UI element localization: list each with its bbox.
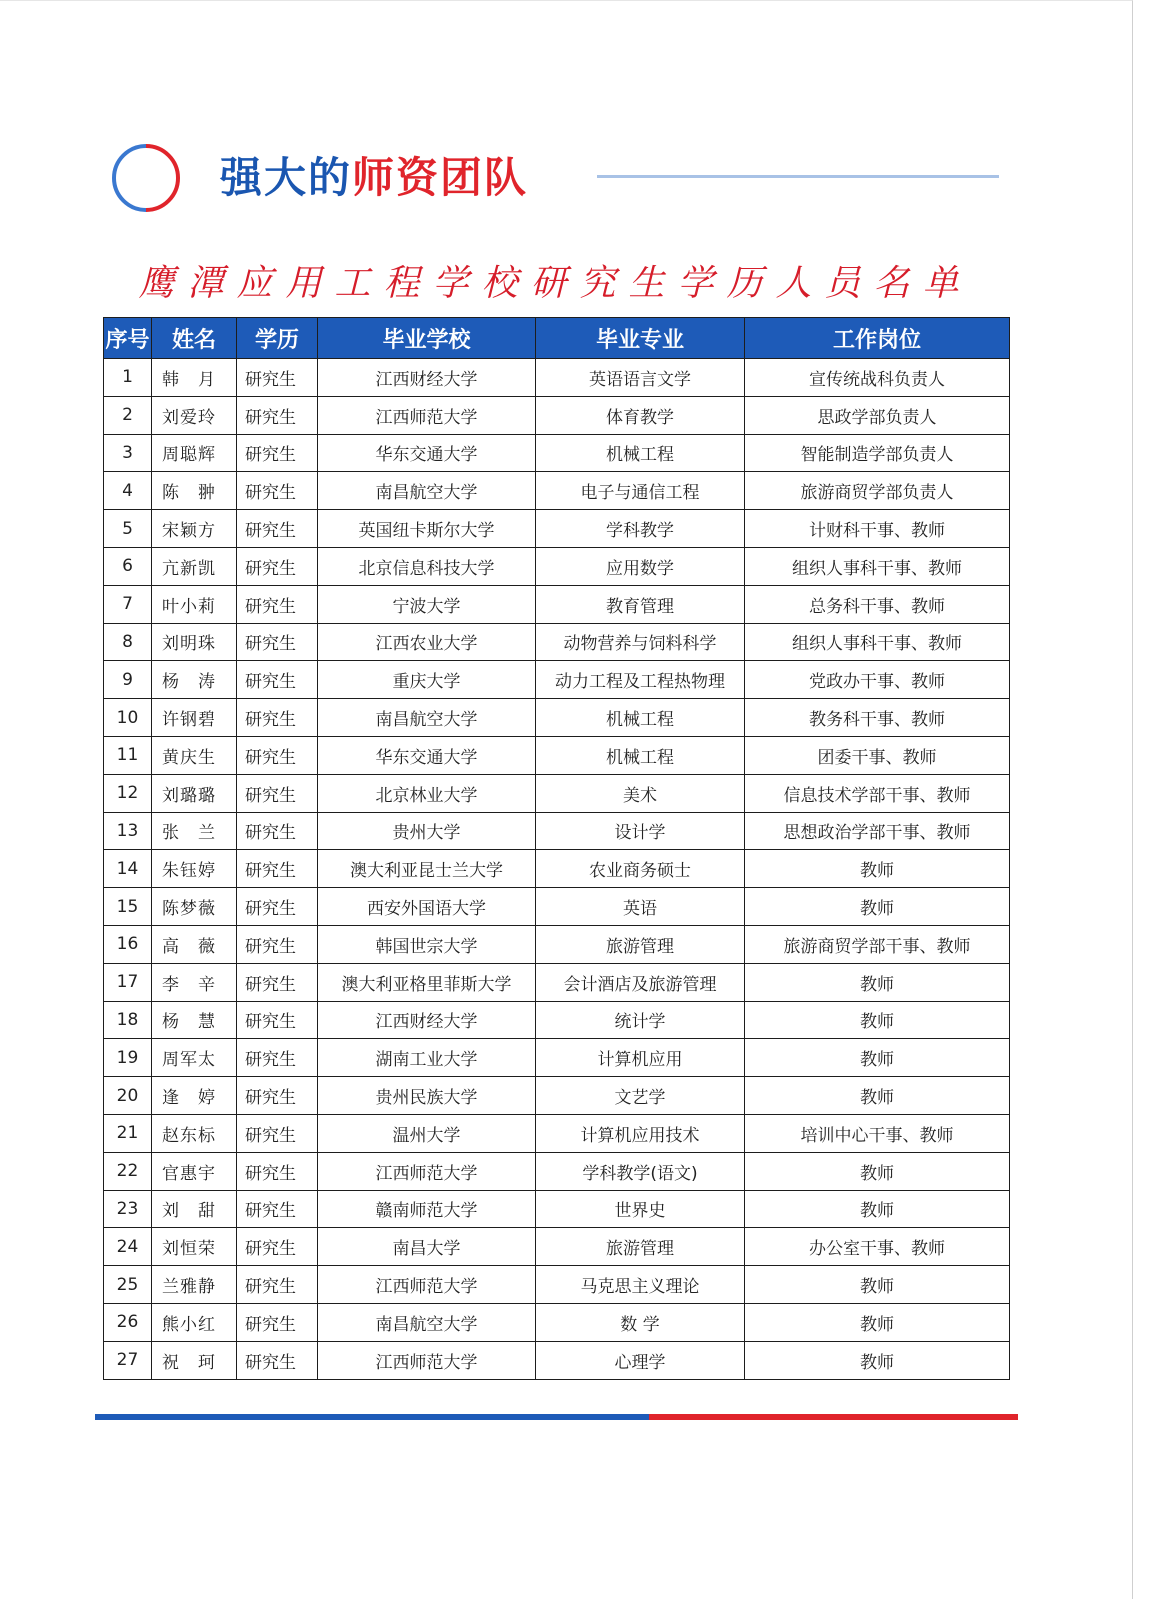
cell-name: 朱钰婷 — [152, 850, 237, 888]
cell-index: 2 — [104, 396, 152, 434]
cell-position: 教师 — [745, 963, 1010, 1001]
cell-index: 7 — [104, 585, 152, 623]
cell-major: 马克思主义理论 — [536, 1266, 745, 1304]
cell-index: 6 — [104, 547, 152, 585]
cell-name: 韩 月 — [152, 359, 237, 397]
cell-position: 教师 — [745, 850, 1010, 888]
cell-school: 江西财经大学 — [318, 1001, 536, 1039]
cell-position: 思想政治学部干事、教师 — [745, 812, 1010, 850]
column-header-name: 姓名 — [152, 318, 237, 359]
cell-degree: 研究生 — [237, 812, 318, 850]
cell-name: 陈梦薇 — [152, 888, 237, 926]
cell-major: 动物营养与饲料科学 — [536, 623, 745, 661]
cell-position: 总务科干事、教师 — [745, 585, 1010, 623]
cell-position: 计财科干事、教师 — [745, 510, 1010, 548]
cell-major: 英语语言文学 — [536, 359, 745, 397]
cell-degree: 研究生 — [237, 736, 318, 774]
cell-position: 办公室干事、教师 — [745, 1228, 1010, 1266]
cell-school: 南昌航空大学 — [318, 1303, 536, 1341]
table-row — [104, 547, 1010, 585]
cell-index: 22 — [104, 1152, 152, 1190]
cell-major: 电子与通信工程 — [536, 472, 745, 510]
cell-position: 教师 — [745, 1190, 1010, 1228]
cell-position: 旅游商贸学部干事、教师 — [745, 925, 1010, 963]
cell-major: 旅游管理 — [536, 1228, 745, 1266]
cell-name: 刘璐璐 — [152, 774, 237, 812]
cell-index: 17 — [104, 963, 152, 1001]
table-row — [104, 774, 1010, 812]
cell-position: 教师 — [745, 1152, 1010, 1190]
cell-position: 信息技术学部干事、教师 — [745, 774, 1010, 812]
cell-position: 思政学部负责人 — [745, 396, 1010, 434]
cell-major: 旅游管理 — [536, 925, 745, 963]
cell-school: 北京信息科技大学 — [318, 547, 536, 585]
table-row — [104, 850, 1010, 888]
table-row — [104, 925, 1010, 963]
cell-degree: 研究生 — [237, 774, 318, 812]
column-header-school: 毕业学校 — [318, 318, 536, 359]
table-row — [104, 1152, 1010, 1190]
section-heading-blue: 强大的 — [220, 153, 353, 202]
cell-name: 逢 婷 — [152, 1077, 237, 1115]
cell-index: 5 — [104, 510, 152, 548]
cell-school: 江西师范大学 — [318, 1266, 536, 1304]
cell-name: 高 薇 — [152, 925, 237, 963]
cell-degree: 研究生 — [237, 585, 318, 623]
cell-index: 14 — [104, 850, 152, 888]
cell-position: 教师 — [745, 1303, 1010, 1341]
cell-major: 应用数学 — [536, 547, 745, 585]
cell-degree: 研究生 — [237, 510, 318, 548]
cell-position: 教师 — [745, 888, 1010, 926]
cell-position: 教师 — [745, 1039, 1010, 1077]
cell-position: 教务科干事、教师 — [745, 699, 1010, 737]
cell-degree: 研究生 — [237, 434, 318, 472]
cell-name: 张 兰 — [152, 812, 237, 850]
heading-divider — [597, 175, 999, 178]
section-heading — [220, 148, 528, 208]
cell-degree: 研究生 — [237, 1001, 318, 1039]
cell-degree: 研究生 — [237, 963, 318, 1001]
cell-degree: 研究生 — [237, 850, 318, 888]
cell-degree: 研究生 — [237, 888, 318, 926]
cell-name: 杨 慧 — [152, 1001, 237, 1039]
staff-table — [103, 317, 1010, 1380]
cell-school: 宁波大学 — [318, 585, 536, 623]
cell-position: 培训中心干事、教师 — [745, 1114, 1010, 1152]
cell-name: 祝 珂 — [152, 1341, 237, 1379]
cell-degree: 研究生 — [237, 699, 318, 737]
cell-school: 赣南师范大学 — [318, 1190, 536, 1228]
cell-name: 许钢碧 — [152, 699, 237, 737]
cell-major: 动力工程及工程热物理 — [536, 661, 745, 699]
cell-school: 英国纽卡斯尔大学 — [318, 510, 536, 548]
cell-major: 数 学 — [536, 1303, 745, 1341]
cell-degree: 研究生 — [237, 623, 318, 661]
cell-name: 杨 涛 — [152, 661, 237, 699]
cell-name: 陈 翀 — [152, 472, 237, 510]
document-subtitle: 鹰潭应用工程学校研究生学历人员名单 — [138, 263, 972, 304]
cell-index: 21 — [104, 1114, 152, 1152]
cell-major: 美术 — [536, 774, 745, 812]
cell-name: 刘 甜 — [152, 1190, 237, 1228]
cell-index: 3 — [104, 434, 152, 472]
footer-bar — [95, 1414, 1018, 1420]
cell-degree: 研究生 — [237, 396, 318, 434]
table-header-row — [104, 318, 1010, 359]
table-row — [104, 888, 1010, 926]
cell-position: 教师 — [745, 1001, 1010, 1039]
column-header-degree: 学历 — [237, 318, 318, 359]
cell-index: 11 — [104, 736, 152, 774]
cell-major: 计算机应用技术 — [536, 1114, 745, 1152]
column-header-major: 毕业专业 — [536, 318, 745, 359]
cell-degree: 研究生 — [237, 1039, 318, 1077]
cell-school: 贵州大学 — [318, 812, 536, 850]
cell-major: 文艺学 — [536, 1077, 745, 1115]
cell-major: 计算机应用 — [536, 1039, 745, 1077]
cell-index: 25 — [104, 1266, 152, 1304]
table-row — [104, 1341, 1010, 1379]
cell-index: 19 — [104, 1039, 152, 1077]
cell-school: 南昌航空大学 — [318, 699, 536, 737]
cell-degree: 研究生 — [237, 1266, 318, 1304]
cell-index: 1 — [104, 359, 152, 397]
cell-index: 4 — [104, 472, 152, 510]
cell-degree: 研究生 — [237, 1341, 318, 1379]
cell-name: 叶小莉 — [152, 585, 237, 623]
cell-degree: 研究生 — [237, 359, 318, 397]
cell-school: 江西师范大学 — [318, 396, 536, 434]
cell-school: 南昌航空大学 — [318, 472, 536, 510]
cell-index: 9 — [104, 661, 152, 699]
cell-school: 江西财经大学 — [318, 359, 536, 397]
table-row — [104, 1190, 1010, 1228]
cell-degree: 研究生 — [237, 661, 318, 699]
table-row — [104, 359, 1010, 397]
table-row — [104, 1303, 1010, 1341]
table-row — [104, 510, 1010, 548]
cell-major: 机械工程 — [536, 736, 745, 774]
cell-name: 刘恒荣 — [152, 1228, 237, 1266]
cell-position: 组织人事科干事、教师 — [745, 547, 1010, 585]
cell-major: 学科教学(语文) — [536, 1152, 745, 1190]
cell-name: 赵东标 — [152, 1114, 237, 1152]
cell-school: 贵州民族大学 — [318, 1077, 536, 1115]
cell-index: 10 — [104, 699, 152, 737]
cell-index: 16 — [104, 925, 152, 963]
cell-name: 李 辛 — [152, 963, 237, 1001]
cell-school: 湖南工业大学 — [318, 1039, 536, 1077]
cell-major: 体育教学 — [536, 396, 745, 434]
cell-position: 组织人事科干事、教师 — [745, 623, 1010, 661]
cell-school: 西安外国语大学 — [318, 888, 536, 926]
cell-school: 澳大利亚格里菲斯大学 — [318, 963, 536, 1001]
cell-name: 刘爱玲 — [152, 396, 237, 434]
table-row — [104, 1228, 1010, 1266]
table-row — [104, 623, 1010, 661]
cell-school: 重庆大学 — [318, 661, 536, 699]
cell-major: 机械工程 — [536, 699, 745, 737]
cell-index: 24 — [104, 1228, 152, 1266]
table-row — [104, 396, 1010, 434]
table-row — [104, 661, 1010, 699]
cell-major: 教育管理 — [536, 585, 745, 623]
cell-major: 机械工程 — [536, 434, 745, 472]
table-body — [104, 359, 1010, 1380]
cell-index: 13 — [104, 812, 152, 850]
cell-name: 周军太 — [152, 1039, 237, 1077]
cell-degree: 研究生 — [237, 1077, 318, 1115]
cell-position: 宣传统战科负责人 — [745, 359, 1010, 397]
cell-position: 教师 — [745, 1077, 1010, 1115]
cell-degree: 研究生 — [237, 925, 318, 963]
cell-major: 世界史 — [536, 1190, 745, 1228]
cell-school: 江西师范大学 — [318, 1341, 536, 1379]
column-header-index: 序号 — [104, 318, 152, 359]
cell-index: 12 — [104, 774, 152, 812]
cell-name: 亢新凯 — [152, 547, 237, 585]
table-row — [104, 1114, 1010, 1152]
table-row — [104, 1039, 1010, 1077]
section-heading-red: 师资团队 — [352, 153, 529, 202]
cell-index: 26 — [104, 1303, 152, 1341]
table-row — [104, 472, 1010, 510]
cell-major: 农业商务硕士 — [536, 850, 745, 888]
cell-degree: 研究生 — [237, 1303, 318, 1341]
column-header-position: 工作岗位 — [745, 318, 1010, 359]
table-row — [104, 1266, 1010, 1304]
cell-position: 党政办干事、教师 — [745, 661, 1010, 699]
cell-school: 江西师范大学 — [318, 1152, 536, 1190]
cell-school: 华东交通大学 — [318, 736, 536, 774]
cell-degree: 研究生 — [237, 1152, 318, 1190]
table-row — [104, 585, 1010, 623]
cell-index: 18 — [104, 1001, 152, 1039]
cell-index: 20 — [104, 1077, 152, 1115]
cell-degree: 研究生 — [237, 1228, 318, 1266]
table-row — [104, 434, 1010, 472]
cell-degree: 研究生 — [237, 1114, 318, 1152]
cell-position: 教师 — [745, 1266, 1010, 1304]
cell-degree: 研究生 — [237, 472, 318, 510]
cell-major: 会计酒店及旅游管理 — [536, 963, 745, 1001]
cell-major: 英语 — [536, 888, 745, 926]
cell-index: 15 — [104, 888, 152, 926]
cell-name: 周聪辉 — [152, 434, 237, 472]
cell-index: 8 — [104, 623, 152, 661]
table-row — [104, 1077, 1010, 1115]
cell-major: 学科教学 — [536, 510, 745, 548]
table-row — [104, 963, 1010, 1001]
table-row — [104, 812, 1010, 850]
table-row — [104, 1001, 1010, 1039]
cell-school: 澳大利亚昆士兰大学 — [318, 850, 536, 888]
ring-logo-icon — [110, 142, 182, 214]
cell-name: 官惠宇 — [152, 1152, 237, 1190]
table-row — [104, 736, 1010, 774]
cell-position: 教师 — [745, 1341, 1010, 1379]
cell-name: 兰雅静 — [152, 1266, 237, 1304]
cell-name: 黄庆生 — [152, 736, 237, 774]
cell-major: 统计学 — [536, 1001, 745, 1039]
cell-position: 团委干事、教师 — [745, 736, 1010, 774]
cell-position: 智能制造学部负责人 — [745, 434, 1010, 472]
cell-school: 韩国世宗大学 — [318, 925, 536, 963]
cell-index: 27 — [104, 1341, 152, 1379]
cell-major: 心理学 — [536, 1341, 745, 1379]
cell-position: 旅游商贸学部负责人 — [745, 472, 1010, 510]
cell-name: 熊小红 — [152, 1303, 237, 1341]
cell-name: 宋颖方 — [152, 510, 237, 548]
cell-school: 南昌大学 — [318, 1228, 536, 1266]
cell-degree: 研究生 — [237, 1190, 318, 1228]
cell-school: 北京林业大学 — [318, 774, 536, 812]
cell-major: 设计学 — [536, 812, 745, 850]
cell-index: 23 — [104, 1190, 152, 1228]
cell-school: 华东交通大学 — [318, 434, 536, 472]
cell-school: 江西农业大学 — [318, 623, 536, 661]
cell-degree: 研究生 — [237, 547, 318, 585]
table-row — [104, 699, 1010, 737]
cell-name: 刘明珠 — [152, 623, 237, 661]
cell-school: 温州大学 — [318, 1114, 536, 1152]
